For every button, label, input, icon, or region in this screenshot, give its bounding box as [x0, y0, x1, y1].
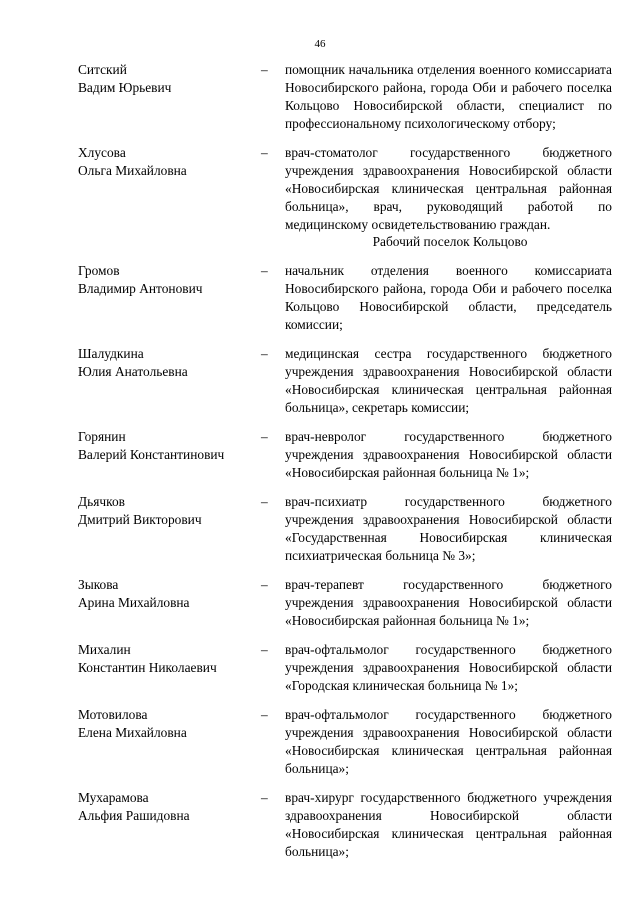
dash-separator: –: [261, 346, 268, 361]
member-position: врач-офтальмолог государственного бюджетного учреждения здравоохранения Новосибирской области «Новосибирская клиническая центральная районная больница»;: [285, 707, 612, 776]
member-given-names: Владимир Антонович: [78, 281, 203, 296]
member-surname: Ситский: [78, 62, 127, 77]
member-name: [78, 789, 261, 861]
member-position: врач-стоматолог государственного бюджетного учреждения здравоохранения Новосибирской области «Новосибирская клиническая центральная районная больница», врач, руководящий работой по медицинскому освидетельствованию граждан.: [285, 145, 612, 232]
member-given-names: Ольга Михайловна: [78, 163, 187, 178]
member-position: врач-невролог государственного бюджетного учреждения здравоохранения Новосибирской области «Новосибирская районная больница № 1»;: [285, 429, 612, 480]
member-position: врач-офтальмолог государственного бюджетного учреждения здравоохранения Новосибирской области «Городская клиническая больница № 1»;: [285, 642, 612, 693]
member-name: [78, 641, 261, 695]
member-position: медицинская сестра государственного бюджетного учреждения здравоохранения Новосибирской области «Новосибирская клиническая центральная районная больница», секретарь комиссии;: [285, 346, 612, 415]
member-surname: Горянин: [78, 429, 126, 444]
member-name: [78, 144, 261, 234]
member-entry: [78, 576, 612, 630]
dash-separator: –: [261, 62, 268, 77]
dash-separator: –: [261, 429, 268, 444]
member-entry: [78, 262, 612, 334]
member-entry: [78, 61, 612, 133]
member-surname: Зыкова: [78, 577, 119, 592]
member-given-names: Елена Михайловна: [78, 725, 187, 740]
member-surname: Хлусова: [78, 145, 126, 160]
dash-separator: –: [261, 494, 268, 509]
member-surname: Мотовилова: [78, 707, 148, 722]
member-position: врач-хирург государственного бюджетного учреждения здравоохранения Новосибирской области «Новосибирская клиническая центральная районная больница»;: [285, 790, 612, 859]
member-entry: [78, 641, 612, 695]
member-given-names: Вадим Юрьевич: [78, 80, 172, 95]
member-given-names: Дмитрий Викторович: [78, 512, 202, 527]
member-name: [78, 576, 261, 630]
dash-separator: –: [261, 577, 268, 592]
member-entry: [78, 428, 612, 482]
member-surname: Громов: [78, 263, 120, 278]
member-given-names: Константин Николаевич: [78, 660, 217, 675]
member-surname: Дьячков: [78, 494, 125, 509]
dash-separator: –: [261, 790, 268, 805]
dash-separator: –: [261, 145, 268, 160]
member-name: [78, 61, 261, 133]
member-entry: [78, 789, 612, 861]
member-name: [78, 706, 261, 778]
page-number: 46: [314, 38, 326, 50]
dash-separator: –: [261, 707, 268, 722]
member-list-bottom: [78, 262, 612, 861]
member-position: помощник начальника отделения военного комиссариата Новосибирского района, города Оби и рабочего поселка Кольцово Новосибирской области, специалист по профессиональному психологическому отбору;: [285, 62, 612, 131]
member-given-names: Арина Михайловна: [78, 595, 190, 610]
member-list-top: [78, 61, 612, 234]
member-name: [78, 428, 261, 482]
member-entry: [78, 345, 612, 417]
member-entry: [78, 144, 612, 234]
member-surname: Шалудкина: [78, 346, 144, 361]
member-given-names: Альфия Рашидовна: [78, 808, 190, 823]
member-given-names: Валерий Константинович: [78, 447, 225, 462]
member-given-names: Юлия Анатольевна: [78, 364, 188, 379]
member-entry: [78, 493, 612, 565]
section-title: Рабочий поселок Кольцово: [372, 234, 528, 249]
document-body: [78, 61, 612, 861]
member-position: врач-терапевт государственного бюджетного учреждения здравоохранения Новосибирской области «Новосибирская районная больница № 1»;: [285, 577, 612, 628]
member-position: врач-психиатр государственного бюджетного учреждения здравоохранения Новосибирской области «Государственная Новосибирская клиническая психиатрическая больница № 3»;: [285, 494, 612, 563]
dash-separator: –: [261, 642, 268, 657]
member-name: [78, 345, 261, 417]
member-position: начальник отделения военного комиссариата Новосибирского района, города Оби и рабочего поселка Кольцово Новосибирской области, председатель комиссии;: [285, 263, 612, 332]
member-name: [78, 262, 261, 334]
member-surname: Михалин: [78, 642, 131, 657]
member-surname: Мухарамова: [78, 790, 149, 805]
member-name: [78, 493, 261, 565]
dash-separator: –: [261, 263, 268, 278]
member-entry: [78, 706, 612, 778]
